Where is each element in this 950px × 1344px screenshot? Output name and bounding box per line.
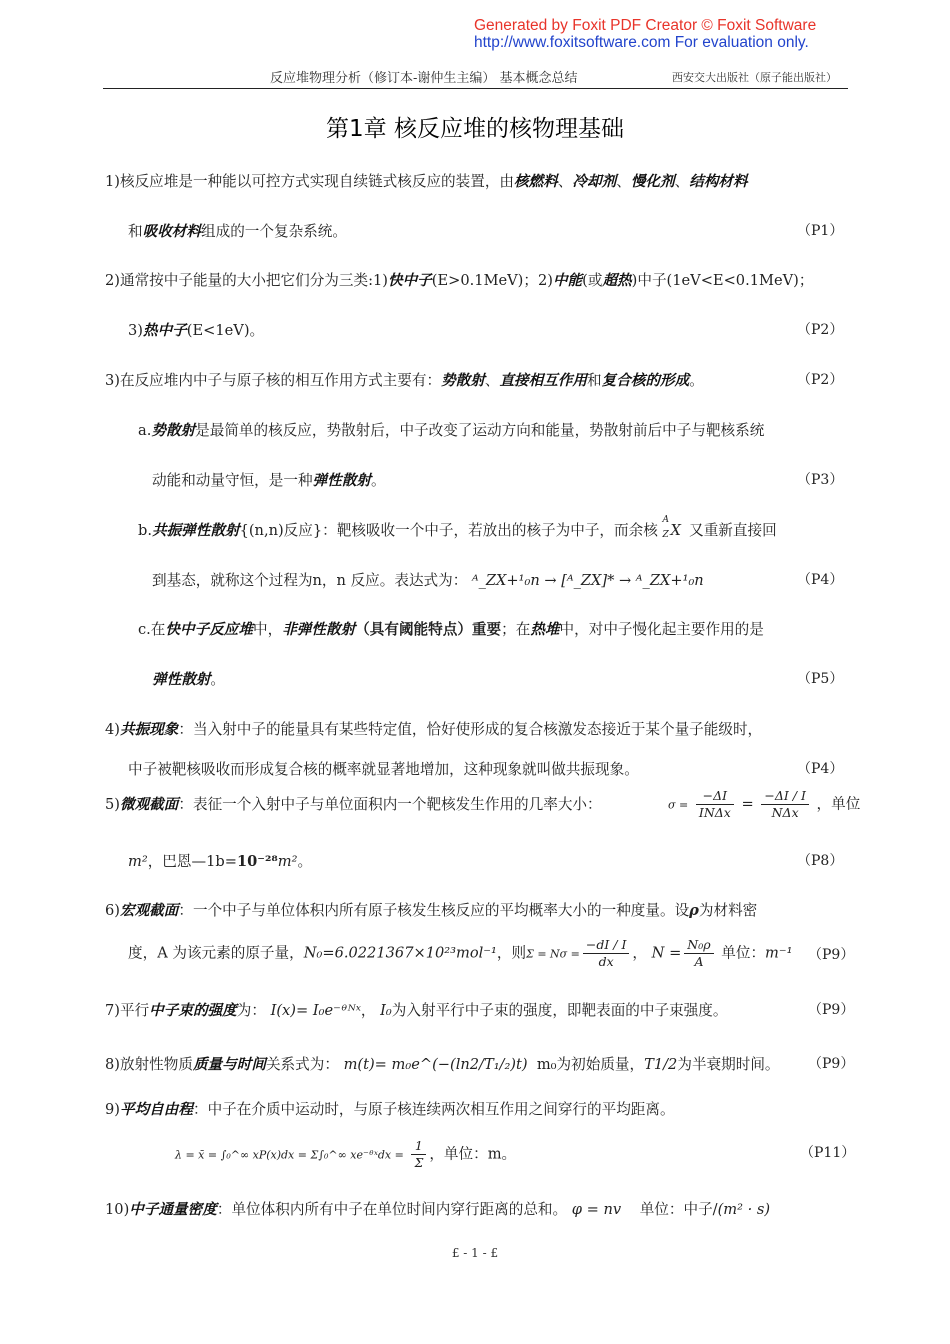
text: 为半衰期时间。 (677, 1056, 780, 1073)
keyword: 共振弹性散射 (151, 522, 240, 539)
text: 组成的一个复杂系统。 (201, 223, 347, 240)
numerator: −ΔI / I (761, 788, 809, 805)
keyword: 慢化剂 (630, 173, 675, 190)
keyword: 热中子 (142, 322, 187, 339)
text: 1)核反应堆是一种能以可控方式实现自续链式核反应的装置，由 (105, 173, 515, 190)
text: 9) (105, 1101, 120, 1118)
running-header-left: 反应堆物理分析（修订本-谢仲生主编） 基本概念总结 (270, 71, 578, 86)
numerator: N₀ρ (684, 937, 713, 954)
text: 。 (689, 372, 704, 389)
keyword: 结构材料 (689, 173, 748, 190)
keyword: 共振现象 (119, 721, 179, 738)
denominator: INΔx (698, 805, 731, 820)
denominator: Σ (414, 1155, 424, 1170)
keyword: 超热 (602, 272, 632, 289)
page-number: £ - 1 - £ (451, 1246, 499, 1260)
item-3c-line-2 (152, 668, 225, 689)
formula-lhs: N = (651, 944, 682, 962)
i0-symbol: I₀ (380, 1002, 392, 1019)
item-3a-line-1 (138, 419, 764, 440)
keyword: 冷却剂 (572, 173, 617, 190)
keyword: 直接相互作用 (499, 372, 588, 389)
text: c.在 (138, 621, 166, 638)
text: 5) (105, 796, 120, 813)
rho-symbol: ρ (689, 902, 699, 919)
text: 。 (297, 853, 313, 870)
denominator: A (694, 954, 704, 969)
intensity-formula: I(x)= I₀e⁻ᶿᴺˣ (270, 1002, 361, 1019)
text: ，单位：m。 (429, 1145, 517, 1163)
watermark-line-1: Generated by Foxit PDF Creator © Foxit Software (474, 17, 817, 34)
keyword: 快中子反应堆 (165, 621, 253, 638)
text: 为入射平行中子束的强度，即靶表面的中子束强度。 (391, 1002, 728, 1019)
text: m₀为初始质量， (536, 1056, 645, 1073)
keyword: 弹性散射 (152, 671, 211, 688)
keyword: 势散射 (441, 372, 485, 389)
item-3b-line-1 (138, 515, 777, 540)
text: 是最简单的核反应，势散射后，中子改变了运动方向和能量，势散射前后中子与靶核系统 (195, 422, 765, 439)
text: (E>0.1MeV)；2) (431, 272, 553, 289)
text: 为： (236, 1002, 266, 1019)
text: 、 (557, 173, 573, 190)
keyword: 平均自由程 (119, 1101, 193, 1118)
page-ref: （P11） (800, 1145, 856, 1161)
page-ref: （P9） (808, 1002, 855, 1018)
item-9-line-1 (105, 1098, 675, 1119)
numerator: 1 (411, 1138, 426, 1155)
keyword: 宏观截面 (119, 902, 179, 919)
text: 为材料密 (698, 902, 758, 919)
text: ， (360, 1002, 376, 1019)
reaction-formula: ᴬ_ZX+¹₀n → [ᴬ_ZX]* → ᴬ_ZX+¹₀n (471, 572, 704, 589)
text: 8)放射性物质 (105, 1056, 193, 1073)
text: 到基态，就称这个过程为n，n 反应。表达式为： (152, 572, 468, 589)
text: 10) (105, 1201, 130, 1218)
item-3-line-1 (105, 369, 704, 390)
flux-formula: φ = nv (571, 1201, 622, 1218)
item-9-formula (175, 1138, 516, 1171)
item-1-line-1 (105, 170, 748, 191)
text: 、 (674, 173, 690, 190)
text: (E<1eV)。 (186, 322, 265, 339)
keyword: 热堆 (530, 621, 560, 638)
page-ref: （P5） (797, 671, 844, 687)
text: 关系式为： (265, 1056, 339, 1073)
item-3a-line-2 (152, 469, 386, 490)
text: 和 (128, 223, 143, 240)
denominator: dx (598, 954, 614, 969)
equals: = (741, 795, 754, 813)
text: 和 (587, 372, 602, 389)
text: 中， (252, 621, 283, 638)
keyword: 中子通量密度 (129, 1201, 217, 1218)
page-ref: （P1） (797, 223, 844, 239)
text: ：当入射中子的能量具有某些特定值，恰好使形成的复合核激发态接近于某个量子能级时， (178, 721, 763, 738)
text: ：中子在介质中运动时，与原子核连续两次相互作用之间穿行的平均距离。 (192, 1101, 675, 1118)
fraction (696, 788, 734, 821)
formula-lhs: σ = (668, 798, 689, 812)
unit: m² (277, 853, 298, 870)
text: 度，A 为该元素的原子量， (128, 944, 304, 962)
text: a. (138, 422, 152, 439)
avogadro-formula: N₀=6.0221367×10²³mol⁻¹ (303, 944, 497, 962)
item-8-line-1 (105, 1053, 780, 1074)
keyword: 复合核的形成 (601, 372, 690, 389)
page-ref: （P3） (797, 472, 844, 488)
denominator: NΔx (771, 805, 799, 820)
fraction (761, 788, 809, 821)
item-5-line-1 (105, 793, 602, 814)
text: 7)平行 (105, 1002, 150, 1019)
unit: m⁻¹ (765, 944, 793, 962)
text: 。 (210, 671, 225, 688)
keyword: 势散射 (151, 422, 196, 439)
half-life-symbol: T1/2 (644, 1056, 678, 1073)
page-ref: （P8） (797, 853, 844, 869)
item-6-line-1 (105, 899, 757, 920)
fraction (411, 1138, 426, 1171)
text: 又重新直接回 (689, 522, 777, 539)
keyword: 非弹性散射 (282, 621, 356, 638)
page-ref: （P9） (808, 947, 855, 963)
text: 、 (616, 173, 631, 190)
item-3b-line-2 (152, 569, 704, 590)
mean-free-path-formula: λ = x̄ = ∫₀^∞ xP(x)dx = Σ∫₀^∞ xe⁻ᶿˣdx = (175, 1148, 404, 1162)
text: ：一个中子与单位体积内所有原子核发生核反应的平均概率大小的一种度量。设 (178, 902, 690, 919)
text: 单位：中子/ (639, 1201, 718, 1218)
item-4-line-1 (105, 718, 762, 739)
item-10-line-1 (105, 1198, 770, 1219)
text: (或 (582, 272, 603, 289)
header-rule (103, 88, 848, 89)
page-ref: （P4） (797, 761, 844, 777)
fraction (583, 937, 630, 970)
text: （具有阈能特点）重要 (355, 621, 502, 638)
text: ，则 (496, 944, 527, 962)
keyword: 快中子 (387, 272, 432, 289)
item-1-line-2 (128, 220, 347, 241)
chapter-title: 第1章 核反应堆的核物理基础 (326, 116, 624, 142)
keyword: 核燃料 (514, 173, 558, 190)
running-header-right: 西安交大出版社（原子能出版社） (672, 71, 837, 84)
text: ，单位 (816, 795, 861, 813)
item-7-line-1 (105, 999, 727, 1020)
text: 动能和动量守恒，是一种 (152, 472, 313, 489)
page-ref: （P9） (808, 1056, 855, 1072)
text: 6) (105, 902, 120, 919)
text: 4) (105, 721, 120, 738)
text: 、 (484, 372, 500, 389)
text: ，巴恩—1b= (147, 853, 237, 870)
text: 单位： (721, 944, 766, 962)
text: 2)通常按中子能量的大小把它们分为三类:1) (105, 272, 388, 289)
item-2-line-1 (105, 269, 813, 290)
text: 3)在反应堆内中子与原子核的相互作用方式主要有： (105, 372, 442, 389)
numerator: −ΔI (696, 788, 734, 805)
nuclide-symbol: A Z X (662, 515, 681, 540)
page-ref: （P2） (797, 322, 844, 338)
page-ref: （P4） (797, 572, 844, 588)
text: 3) (128, 322, 143, 339)
text: ；在 (501, 621, 531, 638)
watermark-line-2[interactable]: http://www.foxitsoftware.com For evaluation only. (474, 34, 809, 51)
item-3c-line-1 (138, 618, 764, 639)
text: 中，对中子慢化起主要作用的是 (559, 621, 764, 638)
numerator: −dI / I (583, 937, 630, 954)
unit: m² (128, 853, 148, 870)
decay-formula: m(t)= m₀e^(−(ln2/T₁/₂)t) (343, 1056, 528, 1073)
item-6-line-2 (128, 937, 792, 970)
keyword: 吸收材料 (142, 223, 201, 240)
keyword: 微观截面 (119, 796, 179, 813)
unit: (m² · s) (717, 1201, 771, 1218)
text: b. (138, 522, 152, 539)
text: )中子(1eV<E<0.1MeV)； (631, 272, 814, 289)
item-4-line-2: 中子被靶核吸收而形成复合核的概率就显著地增加，这种现象就叫做共振现象。 (128, 761, 639, 778)
item-5-line-2 (128, 850, 312, 871)
text: 。 (370, 472, 386, 489)
text: ：单位体积内所有中子在单位时间内穿行距离的总和。 (216, 1201, 568, 1218)
page-ref: （P2） (797, 372, 844, 388)
micro-cross-section-formula (668, 788, 860, 821)
keyword: 质量与时间 (192, 1056, 266, 1073)
exponent: 10⁻²⁸ (236, 853, 278, 870)
keyword: 中能 (552, 272, 583, 289)
fraction (684, 937, 713, 970)
item-2-line-2 (128, 319, 264, 340)
formula-lhs: Σ = Nσ = (526, 947, 580, 961)
keyword: 中子束的强度 (149, 1002, 237, 1019)
keyword: 弹性散射 (312, 472, 371, 489)
text: ：表征一个入射中子与单位面积内一个靶核发生作用的几率大小： (178, 796, 602, 813)
text: {(n,n)反应}：靶核吸收一个中子，若放出的核子为中子，而余核 (239, 522, 658, 539)
text: ， (632, 944, 648, 962)
